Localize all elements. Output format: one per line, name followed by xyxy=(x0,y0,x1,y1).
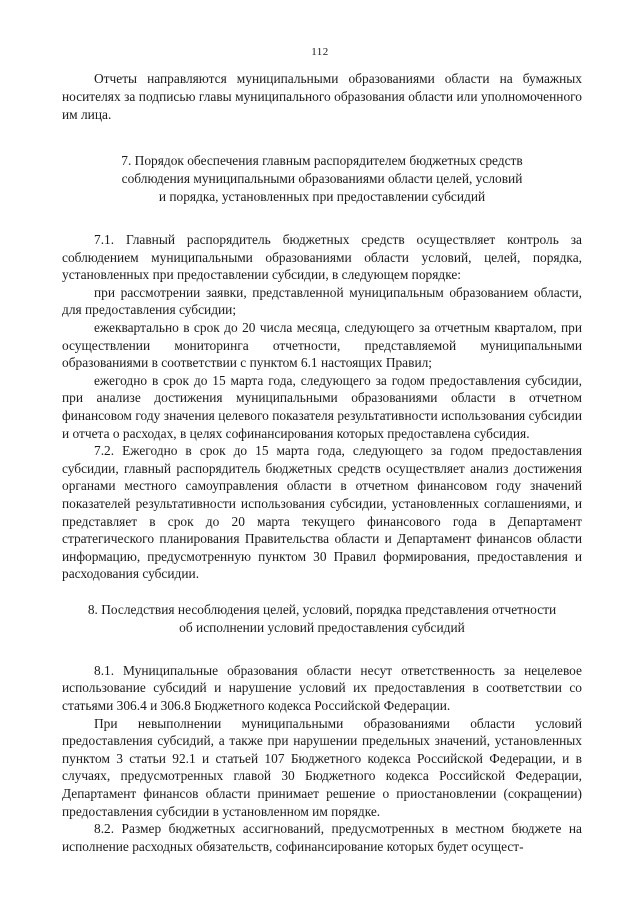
section-7-heading-line: и порядка, установленных при предоставлении субсидий xyxy=(158,189,486,204)
paragraph-7-1-item-1: при рассмотрении заявки, представленной муниципальным образованием области, для предоставления субсидии; xyxy=(62,284,582,318)
spacer xyxy=(62,206,582,231)
paragraph-8-1: 8.1. Муниципальные образования области несут ответственность за нецелевое использование субсидий и нарушение условий их предоставления в соответствии со статьями 306.4 и 306.8 Бюджетного кодекса Российской Федерации. xyxy=(62,662,582,714)
intro-paragraph: Отчеты направляются муниципальными образованиями области на бумажных носителях за подписью главы муниципального образования области или уполномоченного им лица. xyxy=(62,71,582,122)
paragraph-8-2: 8.2. Размер бюджетных ассигнований, предусмотренных в местном бюджете на исполнение расходных обязательств, софинансирование которых будет осущест- xyxy=(62,821,582,854)
section-7-body xyxy=(62,231,582,583)
section-8-body xyxy=(62,662,582,856)
spacer xyxy=(62,637,582,662)
paragraph-7-1-item-3: ежегодно в срок до 15 марта года, следующего за годом предоставления субсидии, при анализе достижения муниципальными образованиями области в отчетном финансовом году значения целевого показателя результативности использования субсидии и отчета о расходах, в целях софинансирования которых предоставлена субсидия. xyxy=(62,372,582,441)
section-7-heading xyxy=(62,152,582,206)
section-8-heading-line: об исполнении условий предоставления субсидий xyxy=(179,619,465,635)
section-7-heading-line: соблюдения муниципальными образованиями области целей, условий xyxy=(121,171,523,186)
paragraph-7-2: 7.2. Ежегодно в срок до 15 марта года, следующего за годом предоставления субсидии, главный распорядитель бюджетных средств осуществляет анализ достижения органами местного самоуправления области в отчетном финансовом году значений показателей результативности использования субсидии, установленных соглашениями, и представляет в срок до 20 марта текущего финансового года в Департамент стратегического планирования Правительства области и Департамент финансов области информацию, предусмотренную пунктом 30 Правил формирования, предоставления и расходования субсидии. xyxy=(62,443,582,582)
paragraph-7-1: 7.1. Главный распорядитель бюджетных средств осуществляет контроль за соблюдением муниципальными образованиями области условий, целей, порядка, установленных при предоставлении субсидии, в следующем порядке: xyxy=(62,232,582,283)
document-body xyxy=(62,70,582,855)
page-number: 112 xyxy=(311,46,329,58)
spacer xyxy=(62,124,582,152)
paragraph-8-1-continued: При невыполнении муниципальными образованиями области условий предоставления субсидий, а также при нарушении предельных значений, установленных пунктом 3 статьи 92.1 и статьей 107 Бюджетного кодекса Российской Федерации, и в случаях, предусмотренных главой 30 Бюджетного кодекса Российской Федерации, Департамент финансов области принимает решение о приостановлении (сокращении) предоставления субсидии в установленном им порядке. xyxy=(62,715,582,819)
paragraph-7-1-item-2: ежеквартально в срок до 20 числа месяца, следующего за отчетным кварталом, при осуществлении мониторинга отчетности, представляемой муниципальными образованиями в соответствии с пунктом 6.1 настоящих Правил; xyxy=(62,319,582,371)
spacer xyxy=(62,583,582,601)
section-8-heading-line: 8. Последствия несоблюдения целей, условий, порядка представления отчетности xyxy=(87,601,557,617)
section-7-heading-line: 7. Порядок обеспечения главным распорядителем бюджетных средств xyxy=(121,153,523,168)
section-8-heading xyxy=(62,601,582,637)
